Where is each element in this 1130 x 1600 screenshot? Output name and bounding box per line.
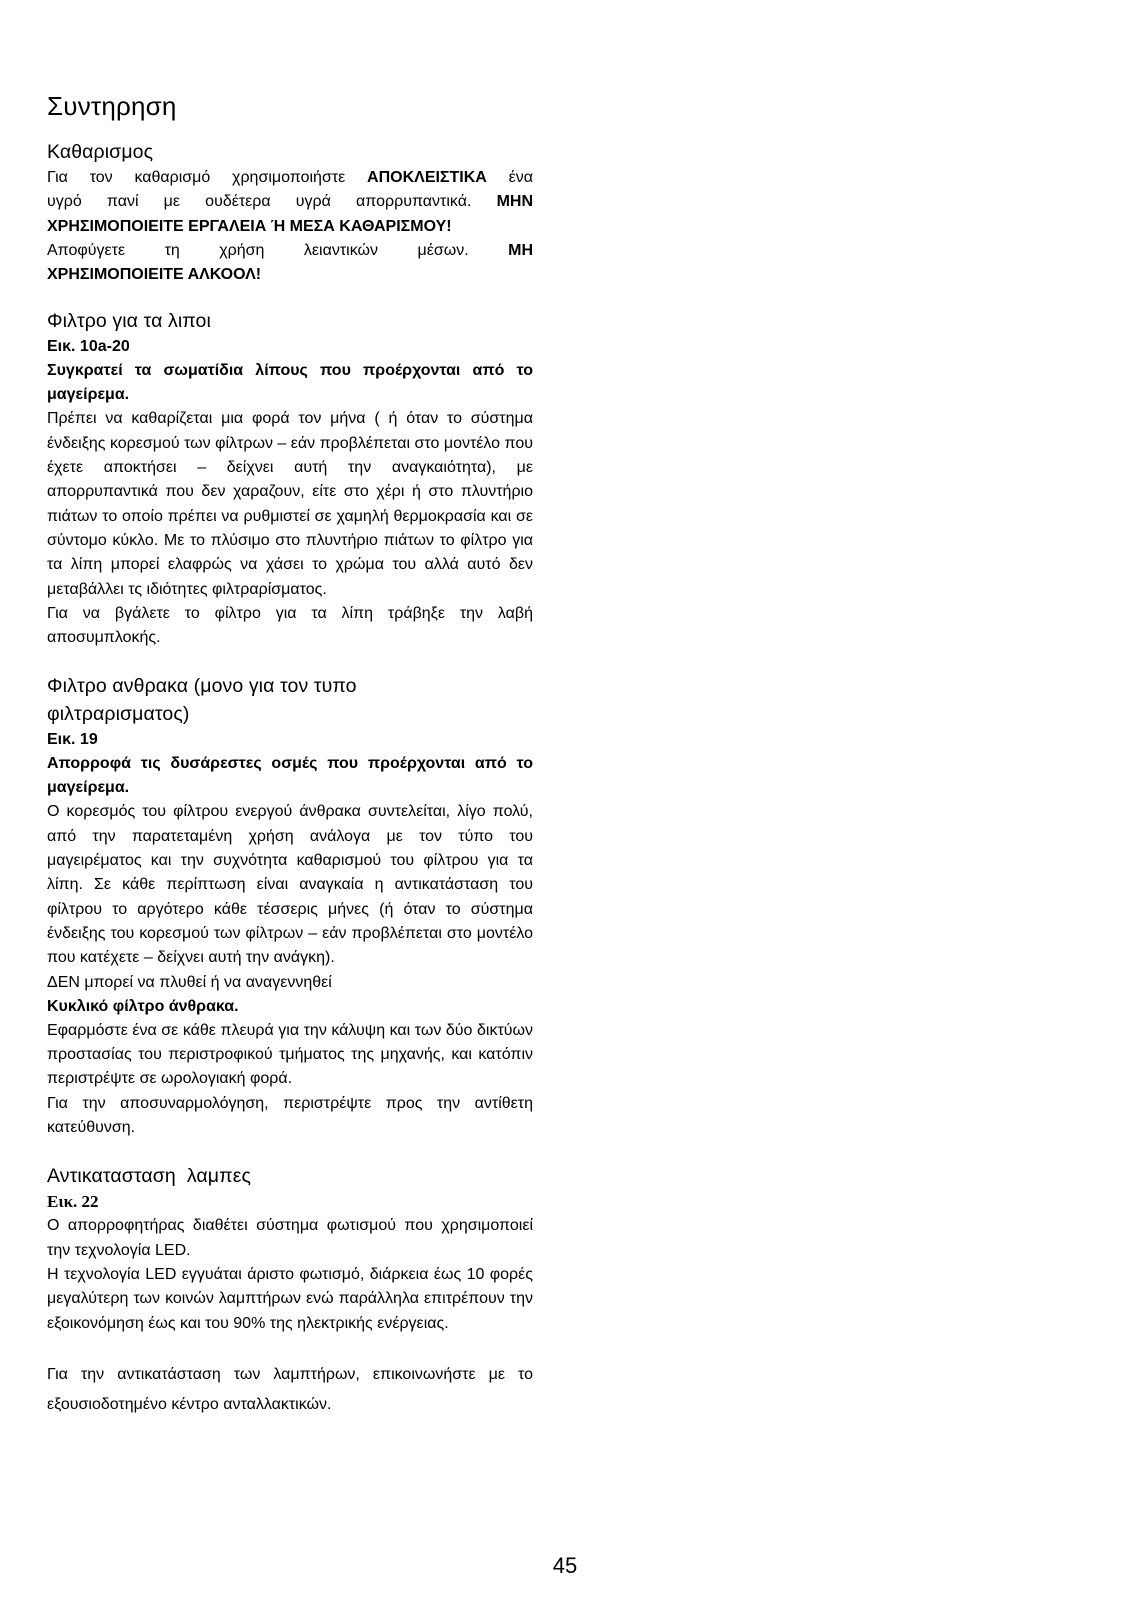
carbon-filter-body: Ο κορεσμός του φίλτρου ενεργού άνθρακα συντελείται, λίγο πολύ, από την παρατεταμένη χρήση ανάλογα με τον τύπο του μαγειρέματος και την συχνότητα καθαρισμού του φίλτρου για τα λίπη. Σε κάθε περίπτωση είναι αναγκαία η αντικατάσταση του φίλτρου το αργότερο κάθε τέσσερις μήνες (ή όταν το σύστημα ένδειξης του κορεσμού των φίλτρων – εάν προβλέπεται στο μοντέλο που κατέχετε – δείχνει αυτή την ανάγκη). <box>47 803 533 967</box>
grease-filter-heading: Φιλτρο για τα λιποι <box>47 310 211 333</box>
cleaning-line-1: Για τον καθαρισμό χρησιμοποιήστε ΑΠΟΚΛΕΙΣΤΙΚΑ ένα <box>47 169 534 186</box>
lamp-figure-ref: Εικ. 22 <box>47 1192 99 1212</box>
lamp-paragraph-1: Ο απορροφητήρας διαθέτει σύστημα φωτισμού που χρησιμοποιεί την τεχνολογία LED. <box>47 1217 533 1259</box>
round-carbon-filter-heading: Κυκλικό φίλτρο άνθρακα. <box>47 997 239 1015</box>
carbon-filter-heading-1: Φιλτρο ανθρακα (μονο για τον τυπο <box>47 675 357 698</box>
grease-filter-lead: Συγκρατεί τα σωματίδια λίπους που προέρχονται από το μαγείρεμα. <box>47 362 533 404</box>
cleaning-line-3: ΧΡΗΣΙΜΟΠΟΙΕΙΤΕ ΕΡΓΑΛΕΙΑ Ή ΜΕΣΑ ΚΑΘΑΡΙΣΜΟΥ! <box>47 217 452 235</box>
cleaning-heading: Καθαρισμος <box>47 141 154 163</box>
cleaning-line-2: υγρό πανί με ουδέτερα υγρά απορρυπαντικά. ΜΗΝ <box>47 193 533 211</box>
carbon-filter-figure-ref: Εικ. 19 <box>47 731 98 749</box>
carbon-filter-lead: Απορροφά τις δυσάρεστες οσμές που προέρχονται από το μαγείρεμα. <box>47 755 533 797</box>
carbon-filter-no-wash: ΔΕΝ μπορεί να πλυθεί ή να αναγεννηθεί <box>47 973 332 991</box>
page-number: 45 <box>552 1553 578 1578</box>
lamp-paragraph-2: Η τεχνολογία LED εγγυάται άριστο φωτισμό, διάρκεια έως 10 φορές μεγαλύτερη των κοινών λαμπτήρων ενώ παράλληλα επιτρέπουν την εξοικονόμηση έως και του 90% της ηλεκτρικής ενέργειας. <box>47 1265 533 1332</box>
page-title: Συντηρηση <box>47 91 177 121</box>
carbon-filter-disassemble: Για την αποσυναρμολόγηση, περιστρέψτε προς την αντίθετη κατεύθυνση. <box>47 1094 533 1137</box>
grease-filter-figure-ref: Εικ. 10a-20 <box>47 338 130 356</box>
lamp-replacement-heading: Αντικατασταση λαμπες <box>47 1165 251 1188</box>
cleaning-text <box>47 166 533 287</box>
carbon-filter-heading-2: φιλτραρισματος) <box>47 703 190 726</box>
lamp-paragraph-3: Για την αντικατάσταση των λαμπτήρων, επικοινωνήστε με το εξουσιοδοτημένο κέντρο ανταλλακτικών. <box>47 1365 533 1413</box>
grease-filter-remove: Για να βγάλετε το φίλτρο για τα λίπη τράβηξε την λαβή αποσυμπλοκής. <box>47 604 533 647</box>
cleaning-line-5: ΧΡΗΣΙΜΟΠΟΙΕΙΤΕ ΑΛΚΟΟΛ! <box>47 266 262 284</box>
round-carbon-filter-body: Εφαρμόστε ένα σε κάθε πλευρά για την κάλυψη και των δύο δικτύων προστασίας του περιστροφικού τμήματος της μηχανής, και κατόπιν περιστρέψτε σε ωρολογιακή φορά. <box>47 1021 533 1088</box>
grease-filter-body: Πρέπει να καθαρίζεται μια φορά τον μήνα ( ή όταν το σύστημα ένδειξης κορεσμού των φίλτρων – εάν προβλέπεται στο μοντέλο που έχετε αποκτήσει – δείχνει αυτή την αναγκαιότητα), με απορρυπαντικά που δεν χαραζουν, είτε στο χέρι ή στο πλυντήριο πιάτων το οποίο πρέπει να ρυθμιστεί σε χαμηλή θερμοκρασία και σε σύντομο κύκλο. Με το πλύσιμο στο πλυντήριο πιάτων το φίλτρο για τα λίπη μπορεί ελαφρώς να χάσει το χρώμα του αλλά αυτό δεν μεταβάλλει τς ιδιότητες φιλτραρίσματος. <box>47 410 533 598</box>
cleaning-line-4: Αποφύγετε τη χρήση λειαντικών μέσων. ΜΗ <box>47 241 533 259</box>
document-body <box>47 88 533 1420</box>
